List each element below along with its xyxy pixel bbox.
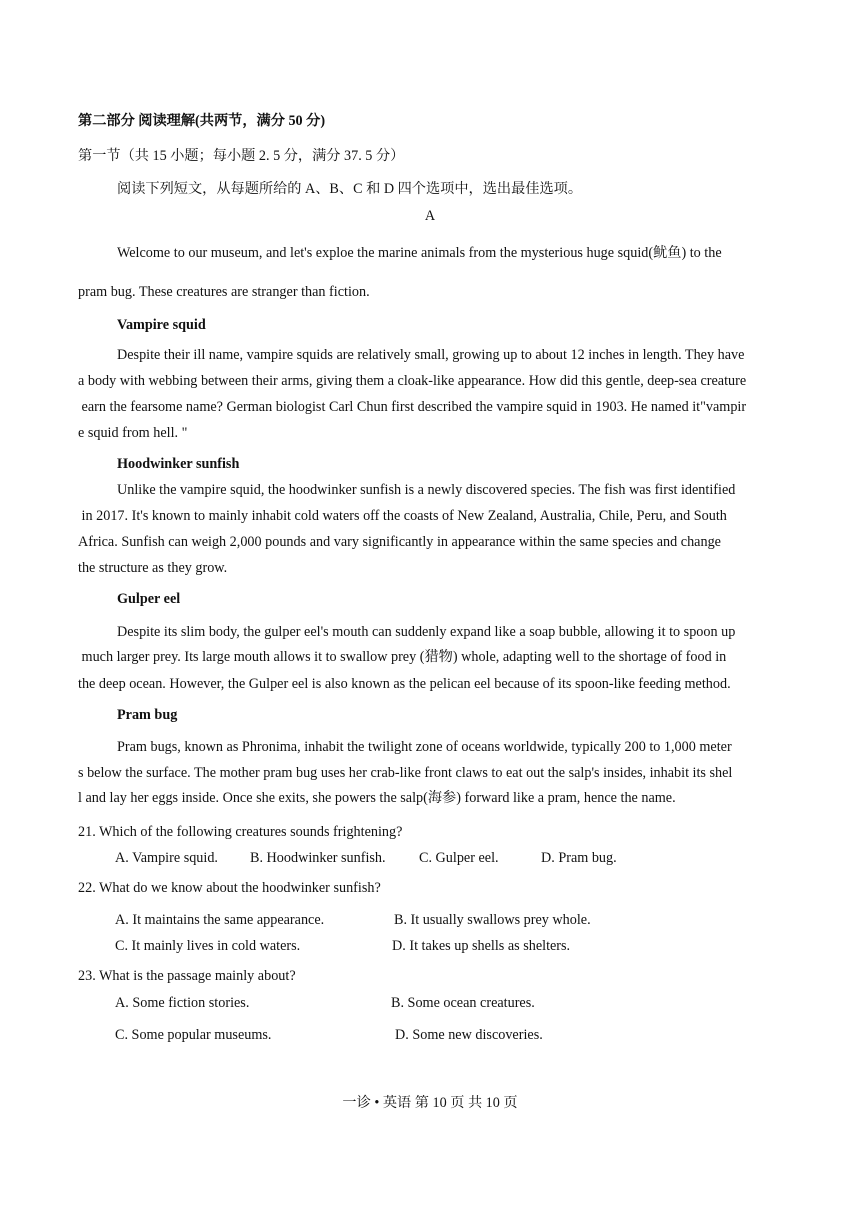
page-footer: 一诊 • 英语 第 10 页 共 10 页 [342, 1095, 518, 1111]
question-stem: 22. What do we know about the hoodwinker sunfish? [78, 880, 381, 896]
answer-option[interactable]: C. Gulper eel. [419, 850, 499, 866]
answer-option[interactable]: C. It mainly lives in cold waters. [115, 938, 301, 954]
intro-line: Welcome to our museum, and let's exploe the marine animals from the mysterious huge squid(鱿鱼) to the [117, 245, 722, 261]
instructions: 阅读下列短文，从每题所给的 A、B、C 和 D 四个选项中，选出最佳选项。 [117, 181, 583, 197]
paragraph-line: Africa. Sunfish can weigh 2,000 pounds and vary significantly in appearance within the same species and change [78, 534, 721, 550]
paragraph-line: Unlike the vampire squid, the hoodwinker sunfish is a newly discovered species. The fish was first identified [117, 482, 736, 498]
answer-option[interactable]: B. Some ocean creatures. [391, 995, 535, 1011]
answer-option[interactable]: A. Some fiction stories. [115, 995, 250, 1011]
passage-label: A [424, 208, 436, 224]
question-stem: 21. Which of the following creatures sounds frightening? [78, 824, 403, 840]
paragraph-line: Despite their ill name, vampire squids are relatively small, growing up to about 12 inches in length. They have [117, 347, 745, 363]
section-heading-vampire-squid: Vampire squid [117, 317, 206, 333]
answer-option[interactable]: D. Pram bug. [541, 850, 617, 866]
answer-option[interactable]: A. Vampire squid. [115, 850, 218, 866]
paragraph-line: a body with webbing between their arms, giving them a cloak-like appearance. How did this gentle, deep-sea creature [78, 373, 747, 389]
question-stem: 23. What is the passage mainly about? [78, 968, 296, 984]
paragraph-line: earn the fearsome name? German biologist Carl Chun first described the vampire squid in 1903. He named it"vampir [78, 399, 747, 415]
paragraph-line: the deep ocean. However, the Gulper eel is also known as the pelican eel because of its spoon-like feeding method. [78, 676, 731, 692]
part-title: 第二部分 阅读理解(共两节，满分 50 分) [78, 113, 326, 129]
answer-option[interactable]: B. It usually swallows prey whole. [394, 912, 591, 928]
section-heading-pram-bug: Pram bug [117, 707, 178, 723]
answer-option[interactable]: B. Hoodwinker sunfish. [250, 850, 386, 866]
paragraph-line: l and lay her eggs inside. Once she exits, she powers the salp(海参) forward like a pram, hence the name. [78, 790, 676, 806]
section-title: 第一节（共 15 小题；每小题 2. 5 分，满分 37. 5 分） [78, 148, 405, 164]
paragraph-line: e squid from hell. " [78, 425, 188, 441]
paragraph-line: much larger prey. Its large mouth allows it to swallow prey (猎物) whole, adapting well to the shortage of food in [78, 649, 727, 665]
paragraph-line: Despite its slim body, the gulper eel's mouth can suddenly expand like a soap bubble, allowing it to spoon up [117, 624, 736, 640]
answer-option[interactable]: C. Some popular museums. [115, 1027, 272, 1043]
answer-option[interactable]: A. It maintains the same appearance. [115, 912, 325, 928]
intro-line: pram bug. These creatures are stranger than fiction. [78, 284, 370, 300]
section-heading-hoodwinker-sunfish: Hoodwinker sunfish [117, 456, 240, 472]
paragraph-line: s below the surface. The mother pram bug uses her crab-like front claws to eat out the salp's insides, inhabit its shel [78, 765, 733, 781]
answer-option[interactable]: D. Some new discoveries. [395, 1027, 543, 1043]
paragraph-line: Pram bugs, known as Phronima, inhabit the twilight zone of oceans worldwide, typically 200 to 1,000 meter [117, 739, 732, 755]
section-heading-gulper-eel: Gulper eel [117, 591, 181, 607]
paragraph-line: the structure as they grow. [78, 560, 228, 576]
answer-option[interactable]: D. It takes up shells as shelters. [392, 938, 571, 954]
paragraph-line: in 2017. It's known to mainly inhabit cold waters off the coasts of New Zealand, Australia, Chile, Peru, and South [78, 508, 727, 524]
